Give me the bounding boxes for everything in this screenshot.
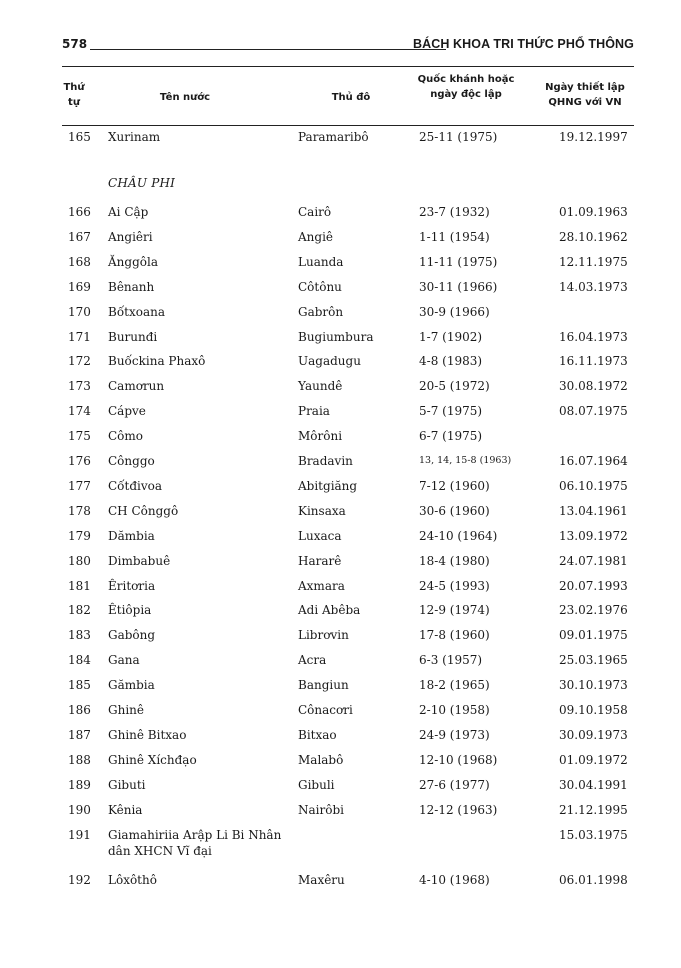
table-row	[62, 378, 634, 400]
row-country: Dimbabuê	[108, 553, 171, 568]
row-number: 168	[68, 254, 91, 269]
row-capital: Bradavin	[298, 454, 353, 468]
row-number: 174	[68, 404, 91, 419]
row-relations-date: 01.09.1972	[559, 752, 628, 767]
row-national-day: 12-10 (1968)	[419, 752, 498, 767]
table-row	[62, 528, 634, 550]
row-country: Gămbia	[108, 678, 155, 693]
row-number: 191	[68, 827, 91, 842]
table-row	[62, 677, 634, 699]
row-relations-date: 13.04.1961	[559, 503, 628, 518]
row-relations-date: 20.07.1993	[559, 578, 628, 593]
row-national-day: 30-6 (1960)	[419, 503, 490, 518]
table-row	[62, 702, 634, 724]
row-number: 179	[68, 528, 91, 543]
row-national-day: 4-8 (1983)	[419, 354, 483, 369]
table-row	[62, 279, 634, 301]
row-number: 167	[68, 229, 91, 244]
row-country: Cônggo	[108, 454, 155, 468]
table-row	[62, 229, 634, 251]
row-number: 173	[68, 379, 91, 394]
row-relations-date: 28.10.1962	[559, 229, 628, 244]
row-number: 185	[68, 678, 91, 693]
row-relations-date: 16.04.1973	[559, 329, 628, 344]
row-national-day: 24-5 (1993)	[419, 578, 490, 593]
row-capital: Paramaribô	[298, 130, 369, 144]
row-national-day: 30-9 (1966)	[419, 304, 490, 319]
row-national-day: 23-7 (1932)	[419, 205, 490, 219]
row-relations-date: 16.07.1964	[559, 454, 628, 468]
row-capital: Yaundê	[298, 379, 343, 394]
table-row	[62, 129, 634, 151]
row-capital: Gibuli	[298, 777, 335, 792]
row-country: Êtiôpia	[108, 603, 152, 618]
row-capital: Abitgiăng	[298, 478, 358, 493]
row-capital: Adi Abêba	[298, 603, 361, 618]
row-number: 180	[68, 553, 91, 568]
row-capital: Angiê	[298, 229, 334, 244]
row-national-day: 17-8 (1960)	[419, 628, 490, 643]
row-relations-date: 30.04.1991	[559, 777, 628, 792]
row-number: 171	[68, 329, 91, 344]
row-national-day: 2-10 (1958)	[419, 703, 490, 717]
row-number: 175	[68, 429, 91, 444]
table-row	[62, 478, 634, 500]
row-country: Gibuti	[108, 777, 146, 792]
row-country: Êritơria	[108, 578, 156, 593]
table-row	[62, 428, 634, 450]
row-number: 169	[68, 279, 91, 294]
row-capital: Côtônu	[298, 279, 342, 294]
row-national-day: 13, 14, 15-8 (1963)	[419, 455, 512, 466]
row-relations-date: 25.03.1965	[559, 653, 628, 668]
row-country: Gabông	[108, 628, 156, 643]
table-row	[62, 329, 634, 351]
row-number: 178	[68, 503, 91, 518]
row-country: Ai Cập	[108, 205, 149, 219]
row-national-day: 25-11 (1975)	[419, 130, 498, 144]
row-capital: Cônacơri	[298, 703, 353, 717]
row-capital: Gabrôn	[298, 304, 344, 319]
table-row	[62, 553, 634, 575]
row-capital: Acra	[298, 653, 327, 668]
row-number: 183	[68, 628, 91, 643]
row-country: Burunđi	[108, 329, 158, 344]
row-number: 190	[68, 802, 91, 817]
row-relations-date: 14.03.1973	[559, 279, 628, 294]
table-row	[62, 403, 634, 425]
row-capital: Bangiun	[298, 678, 349, 693]
row-relations-date: 06.01.1998	[559, 873, 628, 887]
row-country: Lôxôthô	[108, 873, 157, 887]
row-country: Kênia	[108, 802, 143, 817]
row-national-day: 24-9 (1973)	[419, 727, 490, 742]
row-capital: Axmara	[298, 578, 345, 593]
row-national-day: 20-5 (1972)	[419, 379, 490, 394]
table-row	[62, 453, 634, 475]
column-header-national-day: Quốc khánh hoặc ngày độc lập	[417, 74, 515, 100]
row-relations-date: 30.08.1972	[559, 379, 628, 394]
table-row	[62, 652, 634, 674]
book-title: BÁCH KHOA TRI THỨC PHỔ THÔNG	[412, 37, 634, 51]
section-heading-africa: CHÂU PHI	[108, 176, 176, 190]
row-relations-date: 09.10.1958	[559, 703, 628, 717]
row-number: 192	[68, 873, 91, 887]
row-relations-date: 21.12.1995	[559, 802, 628, 817]
table-row	[62, 602, 634, 624]
row-country: Ghinê	[108, 703, 144, 717]
row-relations-date: 12.11.1975	[559, 254, 628, 269]
row-country: CH Cônggô	[108, 503, 179, 518]
row-relations-date: 24.07.1981	[559, 553, 628, 568]
row-country: Angiêri	[108, 229, 153, 244]
row-number: 177	[68, 478, 91, 493]
row-number: 176	[68, 454, 91, 468]
row-capital: Bugiumbura	[298, 329, 374, 344]
row-national-day: 12-9 (1974)	[419, 603, 490, 618]
page-number: 578	[62, 37, 88, 51]
row-country: Ghinê Xíchđạo	[108, 752, 197, 767]
table-row	[62, 777, 634, 799]
row-relations-date: 16.11.1973	[559, 354, 628, 369]
row-relations-date: 23.02.1976	[559, 603, 628, 618]
row-number: 165	[68, 130, 91, 144]
column-header-relations: Ngày thiết lập QHNG với VN	[545, 82, 625, 108]
row-relations-date: 30.10.1973	[559, 678, 628, 693]
row-country: Buốckina Phaxô	[108, 354, 206, 369]
row-number: 184	[68, 653, 91, 668]
row-country: Ănggôla	[108, 254, 158, 269]
row-capital: Hararê	[298, 553, 342, 568]
row-national-day: 6-3 (1957)	[419, 653, 483, 668]
row-number: 188	[68, 752, 91, 767]
row-national-day: 18-4 (1980)	[419, 553, 490, 568]
table-row	[62, 872, 634, 894]
row-relations-date: 30.09.1973	[559, 727, 628, 742]
row-national-day: 27-6 (1977)	[419, 777, 490, 792]
row-capital: Malabô	[298, 752, 344, 767]
column-header-capital: Thủ đô	[331, 92, 371, 103]
row-number: 182	[68, 603, 91, 618]
row-capital: Luxaca	[298, 528, 342, 543]
table-row	[62, 503, 634, 525]
row-country: Bốtxoana	[108, 304, 166, 319]
row-capital: Uagadugu	[298, 354, 361, 369]
table-row	[62, 827, 634, 858]
row-national-day: 7-12 (1960)	[419, 478, 490, 493]
row-national-day: 1-7 (1902)	[419, 329, 483, 344]
row-number: 186	[68, 703, 91, 717]
row-number: 187	[68, 727, 91, 742]
row-national-day: 6-7 (1975)	[419, 429, 483, 444]
table-row	[62, 727, 634, 749]
row-relations-date: 19.12.1997	[559, 130, 628, 144]
row-relations-date: 08.07.1975	[559, 404, 628, 419]
row-country: Gana	[108, 653, 140, 668]
row-number: 181	[68, 578, 91, 593]
row-country: Camơrun	[108, 379, 165, 394]
row-capital: Luanda	[298, 254, 344, 269]
row-national-day: 18-2 (1965)	[419, 678, 490, 693]
row-relations-date: 06.10.1975	[559, 478, 628, 493]
row-relations-date: 15.03.1975	[559, 827, 628, 842]
row-relations-date: 09.01.1975	[559, 628, 628, 643]
table-row	[62, 802, 634, 824]
row-country: Cápve	[108, 404, 146, 419]
column-header-number: Thứ tự	[63, 82, 85, 108]
row-relations-date: 13.09.1972	[559, 528, 628, 543]
row-capital: Nairôbi	[298, 802, 344, 817]
row-national-day: 24-10 (1964)	[419, 528, 498, 543]
row-number: 166	[68, 205, 91, 219]
row-number: 170	[68, 304, 91, 319]
row-capital: Praia	[298, 404, 330, 419]
row-country: Cốtđivoa	[108, 478, 163, 493]
table-row	[62, 304, 634, 326]
table-row	[62, 353, 634, 375]
row-number: 189	[68, 777, 91, 792]
table-row	[62, 204, 634, 226]
row-national-day: 30-11 (1966)	[419, 279, 498, 294]
column-header-country: Tên nước	[159, 92, 211, 103]
row-capital: Bitxao	[298, 727, 337, 742]
row-capital: Maxêru	[298, 873, 345, 887]
row-country: Giamahiriia Arập Li Bi Nhân dân XHCN Vĩ đại	[108, 827, 282, 858]
row-country: Xurinam	[108, 130, 161, 144]
row-number: 172	[68, 354, 91, 369]
row-country: Bênanh	[108, 279, 155, 294]
table-row	[62, 752, 634, 774]
row-national-day: 11-11 (1975)	[419, 254, 498, 269]
row-national-day: 4-10 (1968)	[419, 873, 490, 887]
row-country: Ghinê Bitxao	[108, 727, 187, 742]
row-capital: Cairô	[298, 205, 332, 219]
table-row	[62, 578, 634, 600]
row-national-day: 12-12 (1963)	[419, 802, 498, 817]
row-country: Cômo	[108, 429, 144, 444]
row-national-day: 1-11 (1954)	[419, 229, 490, 244]
table-row	[62, 254, 634, 276]
row-relations-date: 01.09.1963	[559, 205, 628, 219]
row-national-day: 5-7 (1975)	[419, 404, 483, 419]
row-country: Dămbia	[108, 528, 155, 543]
row-capital: Librơvin	[298, 628, 349, 643]
row-capital: Kinsaxa	[298, 503, 346, 518]
row-capital: Môrôni	[298, 429, 343, 444]
table-row	[62, 627, 634, 649]
